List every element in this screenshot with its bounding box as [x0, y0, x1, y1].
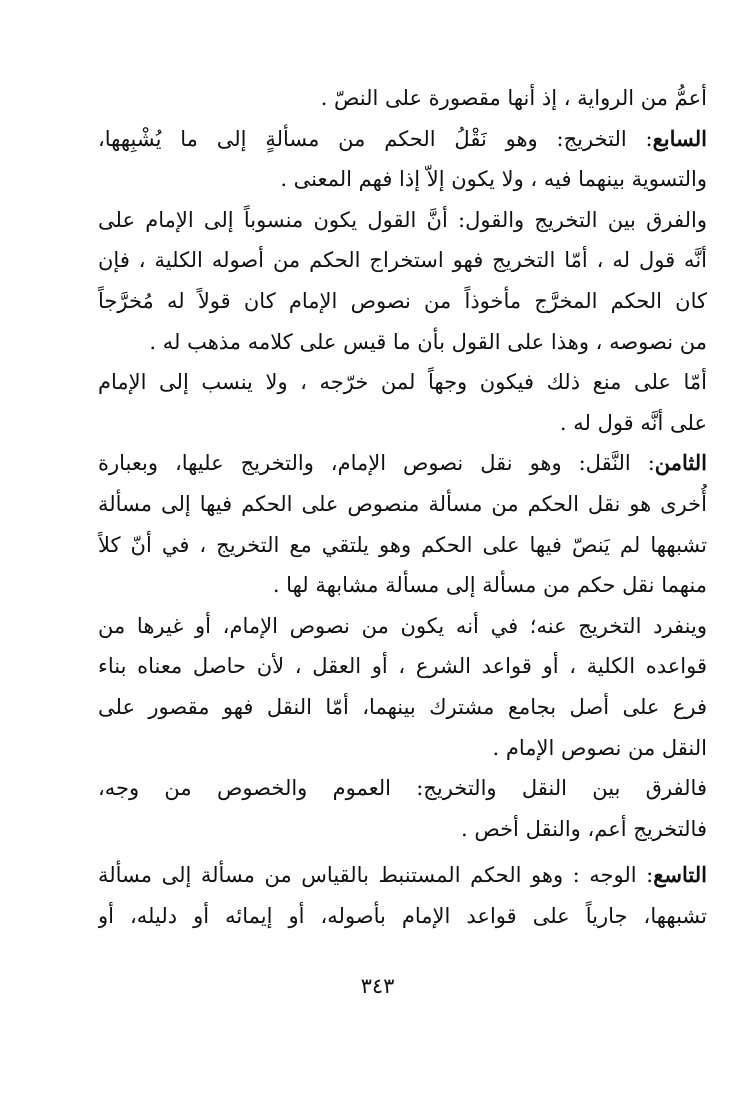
- line-text: والفرق بين التخريج والقول: أنَّ القول يكون منسوباً إلى الإمام على: [98, 207, 707, 232]
- line-text: كان الحكم المخرَّج مأخوذاً من نصوص الإمام كان قولاً له مُخرَّجاً: [98, 288, 707, 313]
- line-text: : النَّقل: وهو نقل نصوص الإمام، والتخريج عليها، وبعبارة: [98, 451, 655, 476]
- text-line: [98, 281, 707, 322]
- line-text: : التخريج: وهو نَقْلُ الحكم من مسألةٍ إلى ما يُشْبِهها،: [98, 126, 653, 151]
- line-text: قواعده الكلية ، أو قواعد الشرع ، أو العقل ، لأن حاصل معناه بناء: [98, 654, 707, 679]
- line-text: والتسوية بينهما فيه ، ولا يكون إلاّ إذا فهم المعنى .: [280, 167, 707, 192]
- line-text: من نصوصه ، وهذا على القول بأن ما قيس على كلامه مذهب له .: [149, 329, 707, 354]
- line-text: النقل من نصوص الإمام .: [492, 735, 707, 760]
- text-line: [98, 565, 707, 606]
- text-line: [98, 159, 707, 200]
- line-text: أمّا على منع ذلك فيكون وجهاً لمن خرّجه ، ولا ينسب إلى الإمام: [98, 370, 707, 395]
- text-line: [98, 525, 707, 566]
- text-line: [98, 646, 707, 687]
- line-text: فالتخريج أعم، والنقل أخص .: [461, 816, 707, 841]
- text-line: [98, 768, 707, 809]
- text-line: [98, 240, 707, 281]
- text-line: [98, 200, 707, 241]
- text-line: [98, 484, 707, 525]
- line-text: أعمُّ من الرواية ، إذ أنها مقصورة على النصّ .: [320, 86, 707, 110]
- section-term: السابع: [652, 125, 707, 151]
- line-text: فالفرق بين النقل والتخريج: العموم والخصوص من وجه،: [98, 776, 707, 801]
- section-term: الثامن: [654, 450, 707, 476]
- line-text: أنَّه قول له ، أمّا التخريج فهو استخراج الحكم من أصوله الكلية ، فإن: [98, 248, 707, 273]
- line-text: منهما نقل حكم من مسألة إلى مسألة مشابهة لها .: [272, 573, 707, 598]
- line-text: على أنَّه قول له .: [559, 410, 707, 435]
- text-line: [98, 728, 707, 769]
- section-term: التاسع: [653, 862, 707, 888]
- line-text: فرع على أصل بجامع مشترك بينهما، أمّا النقل فهو مقصور على: [98, 694, 707, 719]
- text-line: [98, 119, 707, 160]
- text-line: [98, 322, 707, 363]
- text-line: [98, 606, 707, 647]
- text-line: [98, 896, 707, 937]
- page-number: ٣٤٣: [360, 974, 395, 998]
- page-body-text: [98, 78, 707, 936]
- text-line: [98, 78, 707, 119]
- text-line: [98, 443, 707, 484]
- line-text: تشبهها لم يَنصّ فيها على الحكم وهو يلتقي مع التخريج ، في أنّ كلاً: [98, 532, 707, 557]
- text-line: [98, 362, 707, 403]
- text-line: [98, 809, 707, 850]
- line-text: أُخرى هو نقل الحكم من مسألة منصوص على الحكم فيها إلى مسألة: [98, 491, 707, 516]
- line-text: تشبهها، جارياً على قواعد الإمام بأصوله، أو إيمائه أو دليله، أو: [98, 903, 707, 928]
- text-line: [98, 403, 707, 444]
- text-line: [98, 687, 707, 728]
- text-line: [98, 855, 707, 896]
- line-text: وينفرد التخريج عنه؛ في أنه يكون من نصوص الإمام، أو غيرها من: [98, 613, 707, 638]
- line-text: : الوجه : وهو الحكم المستنبط بالقياس من مسألة إلى مسألة: [98, 863, 654, 888]
